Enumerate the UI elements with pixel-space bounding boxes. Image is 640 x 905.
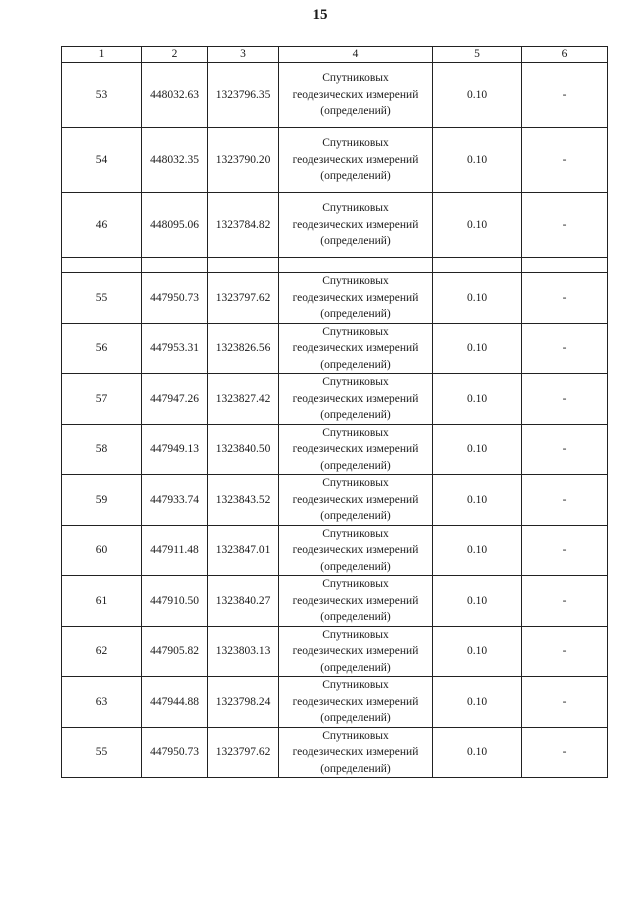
point-number-cell: 54 — [62, 128, 142, 193]
coordinate-x-cell: 447905.82 — [142, 626, 208, 677]
note-cell: - — [522, 475, 608, 526]
method-line: Спутниковых — [322, 426, 389, 439]
note-cell: - — [522, 193, 608, 258]
note-cell: - — [522, 626, 608, 677]
table-row — [62, 128, 608, 193]
method-line: Спутниковых — [322, 202, 389, 215]
method-line: (определений) — [320, 712, 391, 724]
coordinate-x-cell: 447910.50 — [142, 576, 208, 627]
method-cell — [279, 626, 433, 677]
table-row — [62, 626, 608, 677]
method-line: геодезических измерений — [292, 342, 419, 354]
method-line: (определений) — [320, 409, 391, 421]
method-line: Спутниковых — [322, 376, 389, 388]
accuracy-cell: 0.10 — [433, 424, 522, 475]
method-cell — [279, 424, 433, 475]
method-cell — [279, 576, 433, 627]
method-line: (определений) — [320, 170, 391, 183]
method-line: (определений) — [320, 235, 391, 248]
note-cell: - — [522, 374, 608, 425]
method-line: геодезических измерений — [292, 443, 419, 455]
point-number-cell: 53 — [62, 63, 142, 128]
point-number-cell: 62 — [62, 626, 142, 677]
coordinate-x-cell: 447944.88 — [142, 677, 208, 728]
coordinates-table — [61, 46, 608, 778]
method-line: Спутниковых — [322, 679, 389, 691]
method-cell — [279, 128, 433, 193]
table-row — [62, 727, 608, 778]
accuracy-cell: 0.10 — [433, 525, 522, 576]
column-header-5: 5 — [433, 47, 522, 63]
empty-cell — [433, 258, 522, 273]
coordinate-x-cell: 447933.74 — [142, 475, 208, 526]
accuracy-cell: 0.10 — [433, 677, 522, 728]
coordinate-y-cell: 1323796.35 — [208, 63, 279, 128]
coordinate-y-cell: 1323840.27 — [208, 576, 279, 627]
method-line: Спутниковых — [322, 578, 389, 590]
table-row — [62, 525, 608, 576]
note-cell: - — [522, 576, 608, 627]
point-number-cell: 56 — [62, 323, 142, 374]
coordinate-x-cell: 447949.13 — [142, 424, 208, 475]
header-row — [62, 47, 608, 63]
accuracy-cell: 0.10 — [433, 128, 522, 193]
table-row — [62, 323, 608, 374]
note-cell: - — [522, 424, 608, 475]
coordinate-y-cell: 1323797.62 — [208, 273, 279, 324]
method-line: Спутниковых — [322, 275, 389, 287]
empty-cell — [62, 258, 142, 273]
method-line: геодезических измерений — [292, 746, 419, 758]
method-line: (определений) — [320, 459, 391, 472]
point-number-cell: 63 — [62, 677, 142, 728]
column-header-1: 1 — [62, 47, 142, 63]
coordinate-y-cell: 1323840.50 — [208, 424, 279, 475]
method-line: геодезических измерений — [292, 218, 419, 231]
note-cell: - — [522, 323, 608, 374]
table-row — [62, 475, 608, 526]
coordinate-y-cell: 1323784.82 — [208, 193, 279, 258]
method-line: (определений) — [320, 560, 391, 573]
coordinate-x-cell: 448032.63 — [142, 63, 208, 128]
accuracy-cell: 0.10 — [433, 475, 522, 526]
table-row — [62, 63, 608, 128]
column-header-3: 3 — [208, 47, 279, 63]
column-header-4: 4 — [279, 47, 433, 63]
table-row-empty — [62, 258, 608, 273]
method-line: (определений) — [320, 105, 391, 118]
method-line: Спутниковых — [322, 527, 389, 540]
table-header — [62, 47, 608, 63]
method-line: геодезических измерений — [292, 695, 419, 708]
accuracy-cell: 0.10 — [433, 727, 522, 778]
method-cell — [279, 374, 433, 425]
method-line: (определений) — [320, 358, 391, 371]
accuracy-cell: 0.10 — [433, 576, 522, 627]
point-number-cell: 55 — [62, 727, 142, 778]
method-line: геодезических измерений — [292, 153, 419, 166]
note-cell: - — [522, 525, 608, 576]
coordinate-y-cell: 1323798.24 — [208, 677, 279, 728]
coordinate-x-cell: 448095.06 — [142, 193, 208, 258]
method-line: (определений) — [320, 308, 391, 320]
coordinate-y-cell: 1323847.01 — [208, 525, 279, 576]
method-line: (определений) — [320, 611, 391, 623]
method-line: Спутниковых — [322, 137, 389, 150]
point-number-cell: 55 — [62, 273, 142, 324]
method-line: Спутниковых — [322, 72, 389, 85]
coordinate-x-cell: 447911.48 — [142, 525, 208, 576]
coordinate-x-cell: 447947.26 — [142, 374, 208, 425]
method-line: (определений) — [320, 661, 391, 674]
method-line: Спутниковых — [322, 628, 389, 641]
page-number: 15 — [312, 7, 328, 23]
point-number-cell: 46 — [62, 193, 142, 258]
note-cell: - — [522, 677, 608, 728]
coordinate-x-cell: 447950.73 — [142, 727, 208, 778]
note-cell: - — [522, 128, 608, 193]
note-cell: - — [522, 273, 608, 324]
table-row — [62, 576, 608, 627]
point-number-cell: 58 — [62, 424, 142, 475]
coordinate-x-cell: 447953.31 — [142, 323, 208, 374]
table-row — [62, 193, 608, 258]
method-line: Спутниковых — [322, 729, 389, 742]
accuracy-cell: 0.10 — [433, 63, 522, 128]
point-number-cell: 57 — [62, 374, 142, 425]
coordinate-x-cell: 448032.35 — [142, 128, 208, 193]
empty-cell — [142, 258, 208, 273]
method-cell — [279, 727, 433, 778]
method-line: геодезических измерений — [292, 645, 419, 657]
table-row — [62, 273, 608, 324]
coordinate-y-cell: 1323843.52 — [208, 475, 279, 526]
table-row — [62, 677, 608, 728]
method-line: геодезических измерений — [292, 392, 419, 405]
coordinate-x-cell: 447950.73 — [142, 273, 208, 324]
accuracy-cell: 0.10 — [433, 374, 522, 425]
method-cell — [279, 475, 433, 526]
method-line: (определений) — [320, 510, 391, 522]
method-cell — [279, 323, 433, 374]
table-row — [62, 374, 608, 425]
method-cell — [279, 63, 433, 128]
accuracy-cell: 0.10 — [433, 626, 522, 677]
coordinate-y-cell: 1323826.56 — [208, 323, 279, 374]
accuracy-cell: 0.10 — [433, 323, 522, 374]
method-line: Спутниковых — [322, 325, 389, 338]
coordinate-y-cell: 1323803.13 — [208, 626, 279, 677]
empty-cell — [279, 258, 433, 273]
coordinate-y-cell: 1323790.20 — [208, 128, 279, 193]
note-cell: - — [522, 63, 608, 128]
column-header-2: 2 — [142, 47, 208, 63]
empty-cell — [522, 258, 608, 273]
coordinate-y-cell: 1323797.62 — [208, 727, 279, 778]
point-number-cell: 60 — [62, 525, 142, 576]
accuracy-cell: 0.10 — [433, 193, 522, 258]
accuracy-cell: 0.10 — [433, 273, 522, 324]
method-line: (определений) — [320, 762, 391, 775]
point-number-cell: 61 — [62, 576, 142, 627]
method-line: геодезических измерений — [292, 594, 419, 607]
column-header-6: 6 — [522, 47, 608, 63]
method-cell — [279, 273, 433, 324]
method-cell — [279, 525, 433, 576]
method-cell — [279, 193, 433, 258]
table-body — [62, 63, 608, 778]
coordinate-y-cell: 1323827.42 — [208, 374, 279, 425]
empty-cell — [208, 258, 279, 273]
method-line: Спутниковых — [322, 477, 389, 489]
method-line: геодезических измерений — [292, 291, 419, 304]
method-line: геодезических измерений — [292, 88, 419, 101]
note-cell: - — [522, 727, 608, 778]
method-line: геодезических измерений — [292, 544, 419, 556]
point-number-cell: 59 — [62, 475, 142, 526]
method-cell — [279, 677, 433, 728]
table-row — [62, 424, 608, 475]
method-line: геодезических измерений — [292, 493, 419, 506]
